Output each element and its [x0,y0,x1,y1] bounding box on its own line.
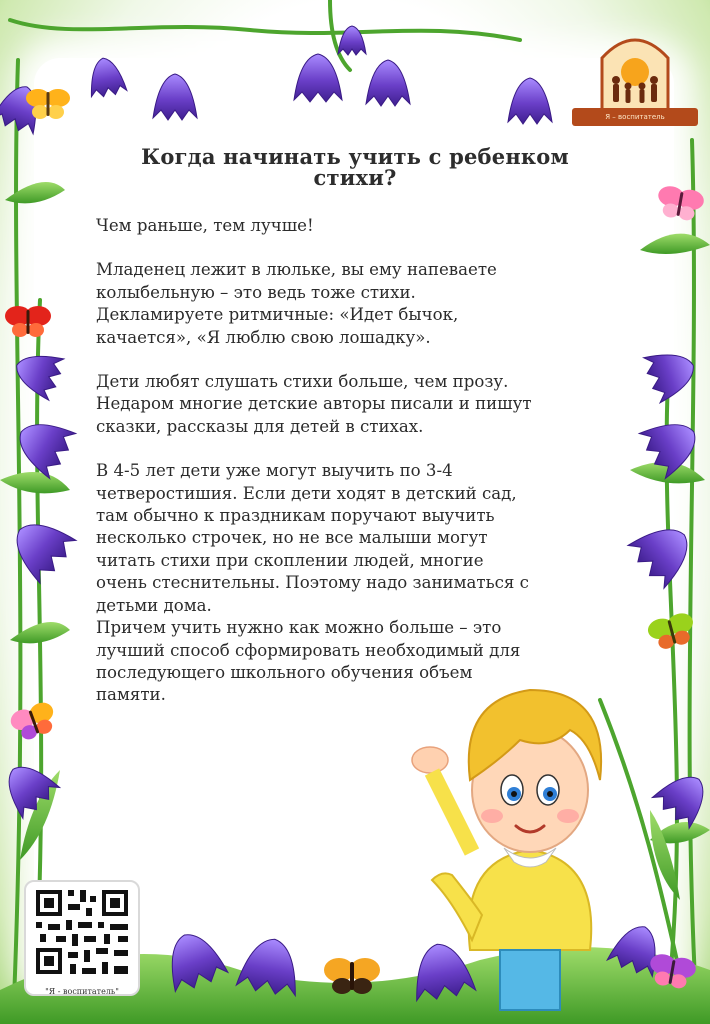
qr-code[interactable] [24,880,140,996]
text-line: В 4-5 лет дети уже могут выучить по 3-4 [96,461,453,481]
kindergarten-logo [572,28,698,128]
text-line: Декламируете ритмичные: «Идет бычок, [96,305,459,325]
page-title [0,146,710,188]
qr-pattern-icon [26,882,138,982]
article-body [96,215,636,707]
text-line: лучший способ сформировать необходимый для [96,640,521,660]
text-line: последующего школьного обучения объем [96,662,473,682]
text-line: Младенец лежит в люльке, вы ему напеваете [96,260,497,280]
qr-caption: "Я - воспитатель" [45,987,119,996]
paragraph [96,371,636,438]
text-line: Причем учить нужно как можно больше – это [96,618,502,638]
text-line: детьми дома. [96,595,212,615]
text-line: читать стихи при скоплении людей, многие [96,550,484,570]
text-line: колыбельную – это ведь тоже стихи. [96,282,416,302]
text-line: там обычно к праздникам поручают выучить [96,506,495,526]
paragraph [96,259,636,349]
paragraph [96,460,636,706]
paragraph [96,215,636,237]
text-line: Дети любят слушать стихи больше, чем прозу. [96,372,509,392]
title-line: Когда начинать учить с ребенком [141,144,569,169]
title-line: стихи? [313,165,397,190]
text-line: четверостишия. Если дети ходят в детский сад, [96,483,517,503]
logo-ribbon: Я – воспитатель [572,108,698,126]
text-line: очень стеснительны. Поэтому надо заниматься с [96,573,529,593]
text-line: Недаром многие детские авторы писали и пишут [96,394,532,414]
text-line: памяти. [96,685,166,705]
text-line: несколько строчек, но не все малыши могут [96,528,488,548]
text-line: Чем раньше, тем лучше! [96,216,314,235]
text-line: качается», «Я люблю свою лошадку». [96,327,431,347]
text-line: сказки, рассказы для детей в стихах. [96,416,424,436]
